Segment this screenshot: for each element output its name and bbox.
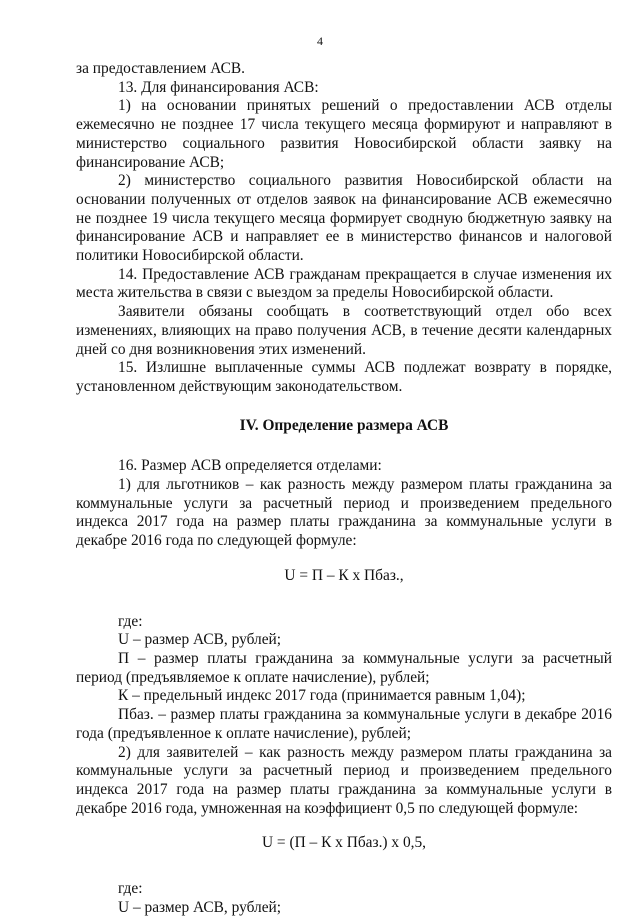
where-label-1: где: xyxy=(118,612,143,630)
paragraph-13-item-1: 1) на основании принятых решений о предоставлении АСВ отделы ежемесячно не позднее 17 числа текущего месяца формируют и направляют в министерство социального развития Новосибирской области заявку на финансирование АСВ; xyxy=(76,97,612,171)
definition-u-2: U – размер АСВ, рублей; xyxy=(118,898,282,916)
definition-p: П – размер платы гражданина за коммунальные услуги за расчетный период (предъявляемое к оплате начисление), рублей; xyxy=(76,649,612,686)
paragraph-continuation: за предоставлением АСВ. xyxy=(76,60,245,77)
where-label-2: где: xyxy=(118,880,143,898)
paragraph-13-item-2: 2) министерство социального развития Новосибирской области на основании полученных от отделов заявок на финансирование АСВ ежемесячно не позднее 19 числа текущего месяца формирует сводную бюджетную заявку на финансирование АСВ и направляет ее в министерство финансов и налоговой политики Новосибирской области. xyxy=(76,172,612,265)
section-heading: IV. Определение размера АСВ xyxy=(239,416,449,434)
document-body xyxy=(76,60,612,917)
paragraph-16: 16. Размер АСВ определяется отделами: xyxy=(118,457,382,475)
paragraph-16-item-1: 1) для льготников – как разность между размером платы гражданина за коммунальные услуги за расчетный период и произведением предельного индекса 2017 года на размер платы гражданина за коммунальные услуги в декабре 2016 года по следующей формуле: xyxy=(76,476,612,550)
paragraph-14-notice: Заявители обязаны сообщать в соответствующий отдел обо всех изменениях, влияющих на право получения АСВ, в течение десяти календарных дней со дня возникновения этих изменений. xyxy=(76,303,612,358)
paragraph-16-item-2: 2) для заявителей – как разность между размером платы гражданина за коммунальные услуги за расчетный период и произведением предельного индекса 2017 года на размер платы гражданина за коммунальные услуги в декабре 2016 года, умноженная на коэффициент 0,5 по следующей формуле: xyxy=(76,743,612,817)
formula-1: U = П – К х Пбаз., xyxy=(284,566,404,584)
page-number: 4 xyxy=(317,34,323,48)
definition-pbaz: Пбаз. – размер платы гражданина за коммунальные услуги в декабре 2016 года (предъявленное к оплате начисление), рублей; xyxy=(76,706,612,742)
paragraph-14: 14. Предоставление АСВ гражданам прекращается в случае изменения их места жительства в связи с выездом за пределы Новосибирской области. xyxy=(76,265,612,302)
definition-u: U – размер АСВ, рублей; xyxy=(118,631,282,649)
paragraph-15: 15. Излишне выплаченные суммы АСВ подлежат возврату в порядке, установленном действующим законодательством. xyxy=(76,359,612,395)
definition-k: К – предельный индекс 2017 года (принимается равным 1,04); xyxy=(118,687,526,705)
formula-2: U = (П – К х Пбаз.) х 0,5, xyxy=(261,834,427,852)
paragraph-13: 13. Для финансирования АСВ: xyxy=(118,78,319,96)
